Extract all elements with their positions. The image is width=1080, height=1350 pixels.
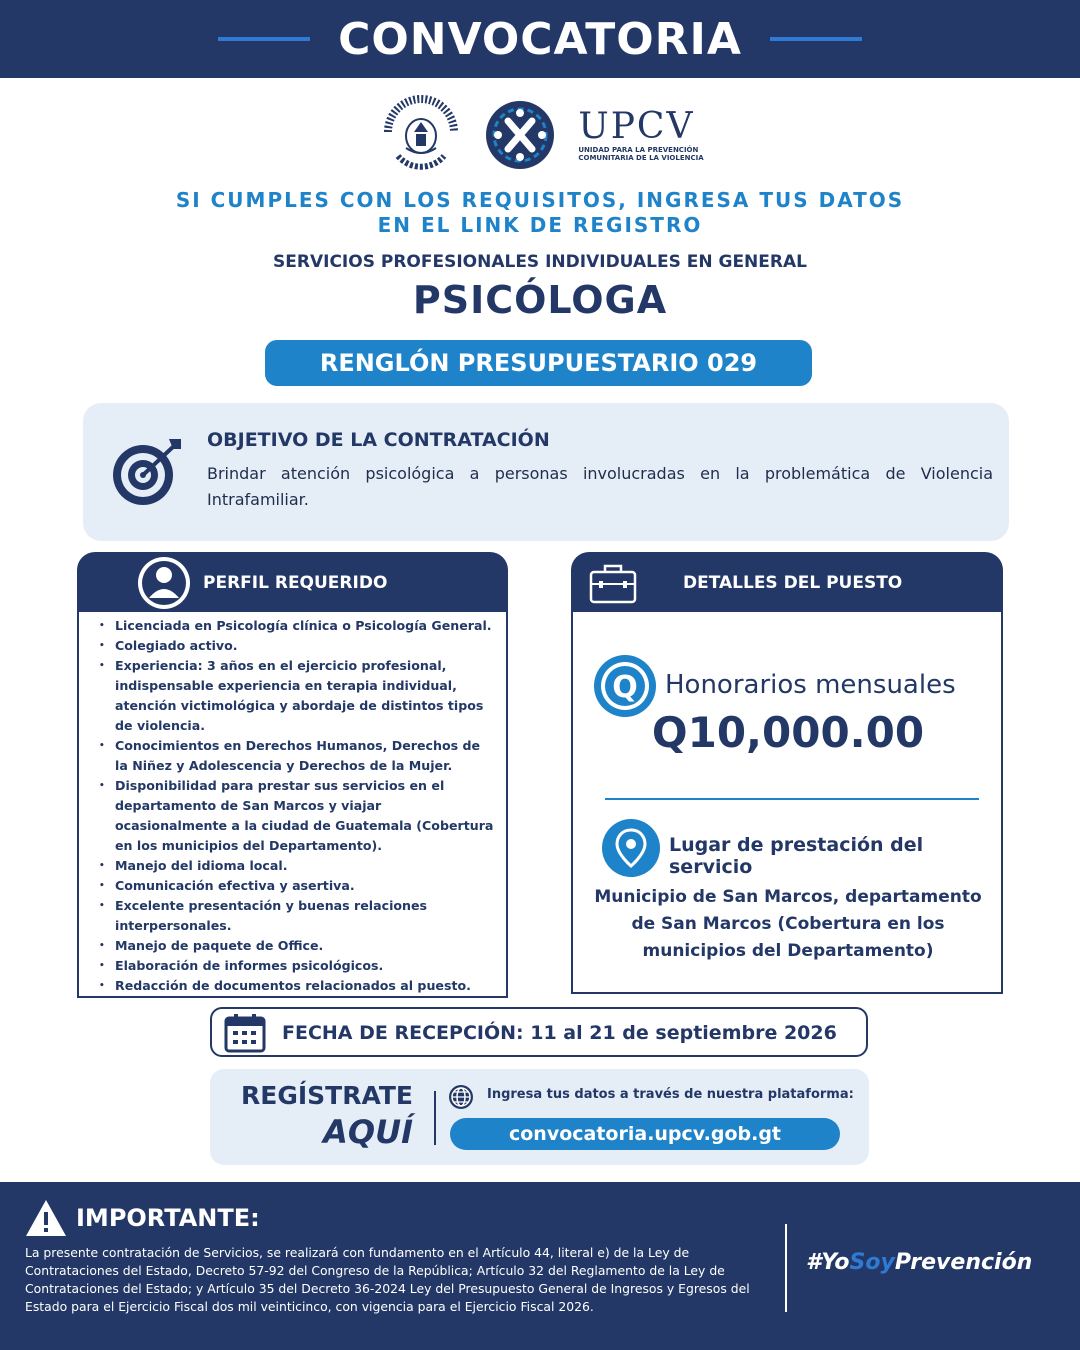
honorarios-value: Q10,000.00	[651, 708, 925, 757]
reception-date-label: FECHA DE RECEPCIÓN:	[282, 1022, 524, 1044]
important-title: IMPORTANTE:	[76, 1204, 260, 1232]
reception-date-value: 11 al 21 de septiembre 2026	[530, 1022, 837, 1044]
location-label: Lugar de prestación del servicio	[669, 834, 924, 878]
details-panel	[571, 612, 1003, 994]
register-info: Ingresa tus datos a través de nuestra plataforma:	[487, 1087, 854, 1102]
upcv-sub1: UNIDAD PARA LA PREVENCIÓN	[578, 146, 699, 154]
ministry-seal-logo	[376, 92, 466, 178]
tagline-line-2: EN EL LINK DE REGISTRO	[377, 213, 703, 237]
upcv-name: UPCV	[578, 106, 695, 147]
logos-row	[0, 90, 1080, 180]
service-type: SERVICIOS PROFESIONALES INDIVIDUALES EN GENERAL	[273, 252, 807, 272]
header-bar	[0, 0, 1080, 78]
tagline-line-1: SI CUMPLES CON LOS REQUISITOS, INGRESA TUS DATOS	[175, 188, 905, 212]
list-item: • Licenciada en Psicología clínica o Psicología General.	[99, 616, 496, 636]
honorarios-label: Honorarios mensuales	[665, 670, 956, 700]
objective-card	[83, 403, 1009, 541]
important-text: La presente contratación de Servicios, se realizará con fundamento en el Artículo 44, literal e) de la Ley de Contrataciones del Estado, Decreto 57-92 del Congreso de la República; Artículo 32 del Reglamento de la Ley de Contrataciones del Estado; y Artículo 35 del Decreto 36-2024 Ley del Presupuesto General de Ingresos y Egresos del Estado para el Ejercicio Fiscal dos mil veinticinco, con vigencia para el Ejercicio Fiscal 2026.	[25, 1245, 750, 1314]
objective-text: Brindar atención psicológica a personas involucradas en la problemática de Violencia Intrafamiliar.	[207, 464, 993, 509]
profile-list	[79, 612, 506, 996]
target-icon	[109, 433, 185, 513]
list-item: • Comunicación efectiva y asertiva.	[99, 876, 496, 896]
hashtag-part-3: Prevención	[894, 1250, 1033, 1275]
details-header	[571, 552, 1003, 614]
profile-panel	[77, 612, 508, 998]
footer-separator	[785, 1224, 787, 1312]
reception-date-box	[210, 1007, 868, 1057]
page-title: CONVOCATORIA	[338, 13, 742, 65]
user-icon	[135, 554, 193, 617]
hashtag	[806, 1250, 1032, 1275]
upcv-wordmark	[578, 108, 703, 162]
register-line-2: AQUÍ	[323, 1113, 413, 1151]
register-box	[210, 1069, 869, 1165]
upcv-sub2: COMUNITARIA DE LA VIOLENCIA	[578, 154, 704, 162]
register-url-link[interactable]: convocatoria.upcv.gob.gt	[450, 1118, 840, 1150]
list-item: • Disponibilidad para prestar sus servicios en el departamento de San Marcos y viajar ocasionalmente a la ciudad de Guatemala (Cobertura en los municipios del Departamento).	[99, 776, 496, 856]
list-item: • Experiencia: 3 años en el ejercicio profesional, indispensable experiencia en terapia individual, atención victimológica y abordaje de distintos tipos de violencia.	[99, 656, 496, 736]
list-item: • Conocimientos en Derechos Humanos, Derechos de la Niñez y Adolescencia y Derechos de la Mujer.	[99, 736, 496, 776]
details-title: DETALLES DEL PUESTO	[683, 573, 903, 593]
profile-header	[77, 552, 508, 614]
list-item: • Manejo del idioma local.	[99, 856, 496, 876]
profile-title: PERFIL REQUERIDO	[203, 573, 388, 593]
hashtag-part-2: Soy	[849, 1250, 895, 1275]
briefcase-icon	[589, 562, 637, 609]
hashtag-part-1: #Yo	[806, 1250, 850, 1275]
list-item: • Colegiado activo.	[99, 636, 496, 656]
budget-line-badge: RENGLÓN PRESUPUESTARIO 029	[265, 340, 812, 386]
currency-symbol: Q	[612, 670, 638, 705]
header-line-right	[770, 37, 862, 41]
location-value: Municipio de San Marcos, departamento de San Marcos (Cobertura en los municipios del Departamento)	[594, 887, 982, 961]
list-item: • Redacción de documentos relacionados al puesto.	[99, 976, 496, 996]
position-title: PSICÓLOGA	[412, 278, 668, 322]
location-pin-icon	[601, 818, 661, 882]
globe-icon	[448, 1084, 474, 1114]
details-divider	[605, 798, 979, 800]
list-item: • Manejo de paquete de Office.	[99, 936, 496, 956]
objective-title: OBJETIVO DE LA CONTRATACIÓN	[207, 429, 550, 451]
upcv-logo-mark	[484, 99, 556, 171]
footer	[0, 1182, 1080, 1350]
header-line-left	[218, 37, 310, 41]
reception-date-text	[282, 1009, 837, 1057]
list-item: • Excelente presentación y buenas relaciones interpersonales.	[99, 896, 496, 936]
tagline	[0, 188, 1080, 238]
calendar-icon	[224, 1013, 266, 1057]
register-line-1: REGÍSTRATE	[241, 1081, 413, 1110]
warning-icon	[24, 1198, 68, 1242]
register-separator	[434, 1091, 436, 1145]
list-item: • Elaboración de informes psicológicos.	[99, 956, 496, 976]
